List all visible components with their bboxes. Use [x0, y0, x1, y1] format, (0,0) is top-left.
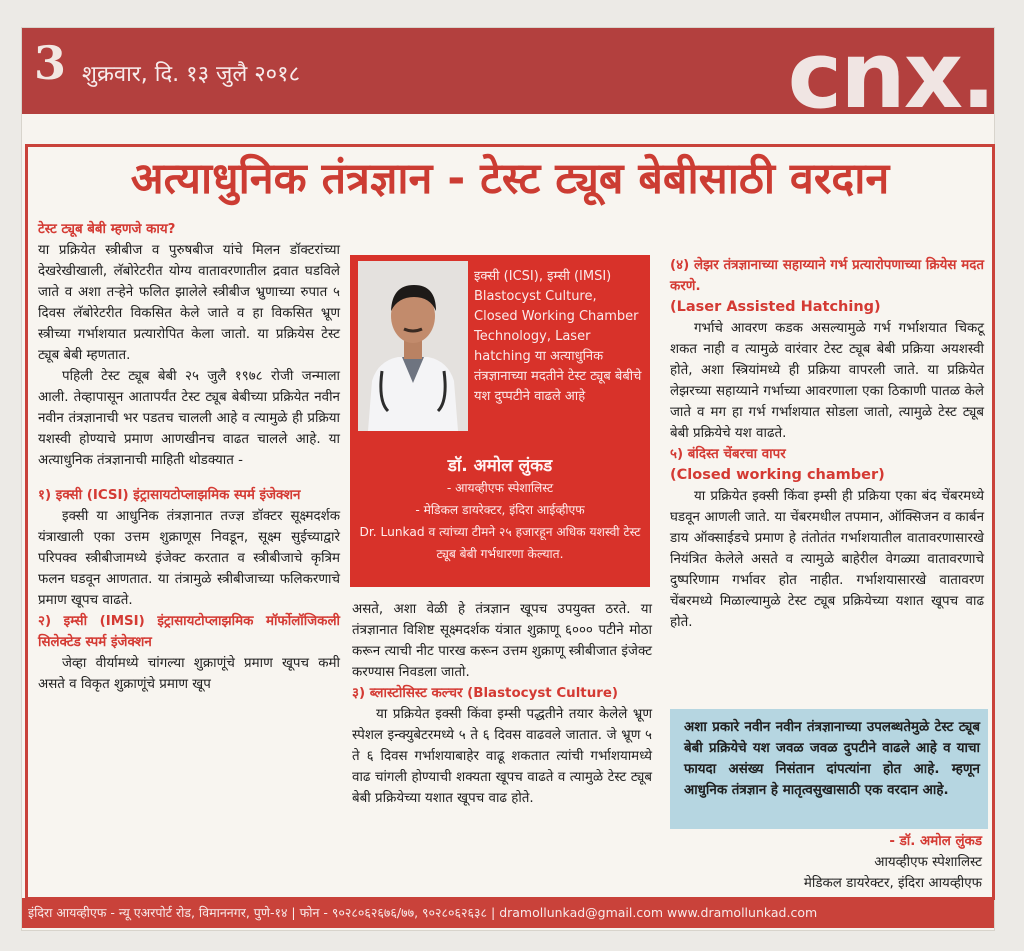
issue-date: शुक्रवार, दि. १३ जुलै २०१८ — [82, 62, 301, 87]
section-heading-english: (Closed working chamber) — [670, 467, 885, 483]
paragraph: या प्रक्रियेत इक्सी किंवा इम्सी ही प्रक्रिया एका बंद चेंबरमध्ये घडवून आणली जाते. या चेंबरमधील तपमान, ऑक्सिजन व कार्बन डाय ऑक्साईडचे प्रमाण हे तंतोतंत गर्भाशयातील वातावरणासारखे नियंत्रित केलेले असते व त्यामुळे बाहेरील वेगळ्या वातावरणाचे दुष्परिणाम गर्भावर होत नाहीत. गर्भाशयासारखे वातावरण चेंबरमध्ये मिळाल्यामुळे टेस्ट ट्यूब प्रक्रियेच्या यशात खूपच वाढ होते. — [670, 489, 984, 630]
column-2 — [352, 599, 652, 809]
signature-name: - डॉ. अमोल लुंकड — [889, 834, 982, 849]
brand-logo: cnx. — [787, 22, 994, 129]
section-heading: ३) ब्लास्टोसिस्ट कल्चर (Blastocyst Culture) — [352, 686, 619, 701]
section-heading: २) इम्सी (IMSI) इंट्रासायटोप्लाझमिक मॉर्फोलॉजिकली सिलेक्टेड स्पर्म इंजेक्शन — [38, 614, 340, 650]
doctor-details — [356, 477, 644, 565]
section-heading: (४) लेझर तंत्रज्ञानाच्या सहाय्याने गर्भ प्रत्यारोपणाच्या क्रियेस मदत करणे. — [670, 258, 984, 294]
masthead — [22, 22, 994, 129]
section-heading: ५) बंदिस्त चेंबरचा वापर — [670, 447, 786, 462]
column-1 — [38, 219, 340, 695]
doctor-designation: - मेडिकल डायरेक्टर, इंदिरा आईव्हीएफ — [415, 503, 585, 517]
paragraph: या प्रक्रियेत स्त्रीबीज व पुरुषबीज यांचे मिलन डॉक्टरांच्या देखरेखीखाली, लॅबोरेटरीत योग्य वातावरणातील द्रवात घडविले जाते व अशा तऱ्हेने फलित झालेले स्त्रीबीज भ्रुणाच्या रुपात ५ दिवस लॅबोरेटरीत विकसित केले जाते व हा विकसित भ्रूण स्त्रीच्या गर्भाशयात प्रत्यारोपित केला जातो. या प्रक्रियेस टेस्ट ट्यूब बेबी म्हणतात. — [38, 243, 340, 363]
conclusion-box: अशा प्रकारे नवीन नवीन तंत्रज्ञानाच्या उपलब्धतेमुळे टेस्ट ट्यूब बेबी प्रक्रियेचे यश जवळ जवळ दुपटीने वाढले आहे व याचा फायदा असंख्य निसंतान दांपत्यांना होत आहे. म्हणून आधुनिक तंत्रज्ञान हे मातृत्वसुखासाठी एक वरदान आहे. — [670, 709, 988, 829]
doctor-name: डॉ. अमोल लुंकड — [447, 456, 553, 476]
paragraph: इक्सी या आधुनिक तंत्रज्ञानात तज्ज्ञ डॉक्टर सूक्ष्मदर्शक यंत्राखाली एका उत्तम शुक्राणूस निवडून, सूक्ष्म सुईच्याद्वारे परिपक्व स्त्रीबीजामध्ये इंजेक्ट करतात व स्त्रीबीजाचे कृत्रिम फलन घडवून आणतात. या तंत्रामुळे स्त्रीबीजाच्या फलिकरणाचे प्रमाण खूपच वाढते. — [38, 509, 340, 608]
newspaper-page — [22, 22, 994, 930]
page-number: 3 — [34, 36, 67, 90]
paragraph: या प्रक्रियेत इक्सी किंवा इम्सी पद्धतीने तयार केलेले भ्रूण स्पेशल इन्क्युबेटरमध्ये ५ ते ६ दिवस वाढवले जातात. जे भ्रूण ५ ते ६ दिवस गर्भाशयाबाहेर वाढू शकतात त्यांची गर्भाशयामध्ये वाढ चांगली होण्याची शक्यता खूपच वाढते व त्यामुळे टेस्ट ट्यूब बेबी प्रक्रियेच्या यशात खूपच वाढ होते. — [352, 707, 652, 806]
doctor-promo-box — [350, 255, 650, 587]
article-headline: अत्याधुनिक तंत्रज्ञान - टेस्ट ट्यूब बेबीसाठी वरदान — [130, 154, 890, 204]
promo-text: इक्सी (ICSI), इम्सी (IMSI) Blastocyst Culture, Closed Working Chamber Technology, Laser hatching या अत्याधुनिक तंत्रज्ञानाच्या मदतीने टेस्ट ट्यूब बेबीचे यश दुप्पटीने वाढले आहे — [474, 269, 642, 404]
paragraph: गर्भाचे आवरण कडक असल्यामुळे गर्भ गर्भाशयात चिकटू शकत नाही व त्यामुळे वारंवार टेस्ट ट्यूब बेबी प्रक्रिया अयशस्वी होते, अशा स्त्रियांमध्ये ही प्रक्रिया वापरली जाते. या प्रक्रियेत लेझरच्या सहाय्याने गर्भाच्या आवरणाला एका ठिकाणी पातळ केले जाते व मग हा गर्भ गर्भाशयात सोडला जातो, त्यामुळे टेस्ट ट्यूब बेबी प्रक्रियेचे यश वाढते. — [670, 321, 984, 441]
signature-role: आयव्हीएफ स्पेशालिस्ट — [874, 855, 982, 870]
paragraph: पहिली टेस्ट ट्यूब बेबी २५ जुलै १९७८ रोजी जन्माला आली. तेव्हापासून आतापर्यंत टेस्ट ट्यूब बेबीच्या प्रक्रियेत नवीन नवीन तंत्रज्ञानाची भर पडतच चालली आहे व त्यामुळे ही प्रक्रिया यशस्वी होण्याचे प्रमाण आणखीनच वाढत चालले आहे. या अत्याधुनिक तंत्रज्ञानाची माहिती थोडक्यात - — [38, 369, 340, 468]
paragraph: असते, अशा वेळी हे तंत्रज्ञान खूपच उपयुक्त ठरते. या तंत्रज्ञानात विशिष्ट सूक्ष्मदर्शक यंत्रात शुक्राणू ६००० पटीने मोठा करून त्याची नीट पारख करून उत्तम शुक्राणू स्त्रीबीजात इंजेक्ट करण्यास निवडला जातो. — [352, 602, 652, 680]
section-heading: टेस्ट ट्यूब बेबी म्हणजे काय? — [38, 222, 176, 237]
doctor-achievement: Dr. Lunkad व त्यांच्या टीमने २५ हजारहून अधिक यशस्वी टेस्ट ट्यूब बेबी गर्भधारणा केल्यात. — [359, 525, 641, 561]
section-heading: १) इक्सी (ICSI) इंट्रासायटोप्लाझमिक स्पर्म इंजेक्शन — [38, 488, 301, 503]
doctor-photo — [358, 261, 468, 431]
section-heading-english: (Laser Assisted Hatching) — [670, 299, 881, 315]
contact-footer: इंदिरा आयव्हीएफ - न्यू एअरपोर्ट रोड, विमाननगर, पुणे-१४ | फोन - ९०२८०६२६७६/७७, ९०२८०६२६३८ | dramollunkad@gmail.com www.dramollunkad.com — [22, 898, 994, 928]
column-3 — [670, 255, 984, 633]
article-frame — [25, 144, 995, 900]
signature-designation: मेडिकल डायरेक्टर, इंदिरा आयव्हीएफ — [803, 876, 982, 891]
signature-block — [804, 831, 982, 894]
paragraph: जेव्हा वीर्यामध्ये चांगल्या शुक्राणूंचे प्रमाण खूपच कमी असते व विकृत शुक्राणूंचे प्रमाण खूप — [38, 656, 340, 692]
doctor-title: - आयव्हीएफ स्पेशालिस्ट — [446, 481, 554, 495]
